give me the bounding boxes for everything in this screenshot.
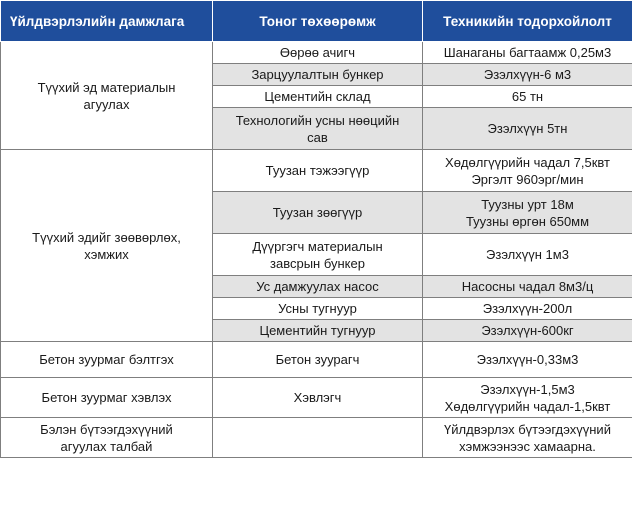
header-equipment: Тоног төхөөрөмж bbox=[213, 1, 423, 42]
header-spec: Техникийн тодорхойлолт bbox=[423, 1, 632, 42]
equipment-cell: Хэвлэгч bbox=[213, 378, 423, 418]
table-body bbox=[1, 42, 632, 458]
spec-cell: Хөдөлгүүрийн чадал 7,5квт Эргэлт 960эрг/мин bbox=[423, 150, 632, 192]
spec-cell: Эзэлхүүн 5тн bbox=[423, 108, 632, 150]
equipment-cell: Ус дамжуулах насос bbox=[213, 276, 423, 298]
equipment-cell: Усны тугнуур bbox=[213, 298, 423, 320]
table-row bbox=[1, 418, 632, 458]
equipment-cell: Цементийн тугнуур bbox=[213, 320, 423, 342]
spec-cell: Туузны урт 18м Туузны өргөн 650мм bbox=[423, 192, 632, 234]
stage-cell: Түүхий эдийг зөөвөрлөх, хэмжих bbox=[1, 150, 213, 342]
equipment-cell: Өөрөө ачигч bbox=[213, 42, 423, 64]
spec-cell: Эзэлхүүн-0,33м3 bbox=[423, 342, 632, 378]
equipment-cell: Цементийн склад bbox=[213, 86, 423, 108]
header-stage: Үйлдвэрлэлийн дамжлага bbox=[1, 1, 213, 42]
stage-cell: Бэлэн бүтээгдэхүүний агуулах талбай bbox=[1, 418, 213, 458]
spec-cell: Үйлдвэрлэх бүтээгдэхүүний хэмжээнээс хамаарна. bbox=[423, 418, 632, 458]
table-row bbox=[1, 42, 632, 64]
spec-cell: Шанаганы багтаамж 0,25м3 bbox=[423, 42, 632, 64]
table-row bbox=[1, 150, 632, 192]
equipment-cell: Зарцуулалтын бункер bbox=[213, 64, 423, 86]
stage-cell: Түүхий эд материалын агуулах bbox=[1, 42, 213, 150]
spec-cell: 65 тн bbox=[423, 86, 632, 108]
table-row bbox=[1, 342, 632, 378]
table-row bbox=[1, 378, 632, 418]
equipment-cell: Туузан зөөгүүр bbox=[213, 192, 423, 234]
equipment-cell bbox=[213, 418, 423, 458]
stage-cell: Бетон зуурмаг бэлтгэх bbox=[1, 342, 213, 378]
equipment-cell: Технологийн усны нөөцийн сав bbox=[213, 108, 423, 150]
equipment-cell: Бетон зуурагч bbox=[213, 342, 423, 378]
spec-cell: Эзэлхүүн-6 м3 bbox=[423, 64, 632, 86]
equipment-cell: Дүүргэгч материалын завсрын бункер bbox=[213, 234, 423, 276]
spec-cell: Эзэлхүүн-200л bbox=[423, 298, 632, 320]
equipment-cell: Туузан тэжээгүүр bbox=[213, 150, 423, 192]
header-row bbox=[1, 1, 632, 42]
spec-cell: Эзэлхүүн-1,5м3 Хөдөлгүүрийн чадал-1,5квт bbox=[423, 378, 632, 418]
spec-cell: Эзэлхүүн 1м3 bbox=[423, 234, 632, 276]
stage-cell: Бетон зуурмаг хэвлэх bbox=[1, 378, 213, 418]
spec-cell: Эзэлхүүн-600кг bbox=[423, 320, 632, 342]
spec-cell: Насосны чадал 8м3/ц bbox=[423, 276, 632, 298]
